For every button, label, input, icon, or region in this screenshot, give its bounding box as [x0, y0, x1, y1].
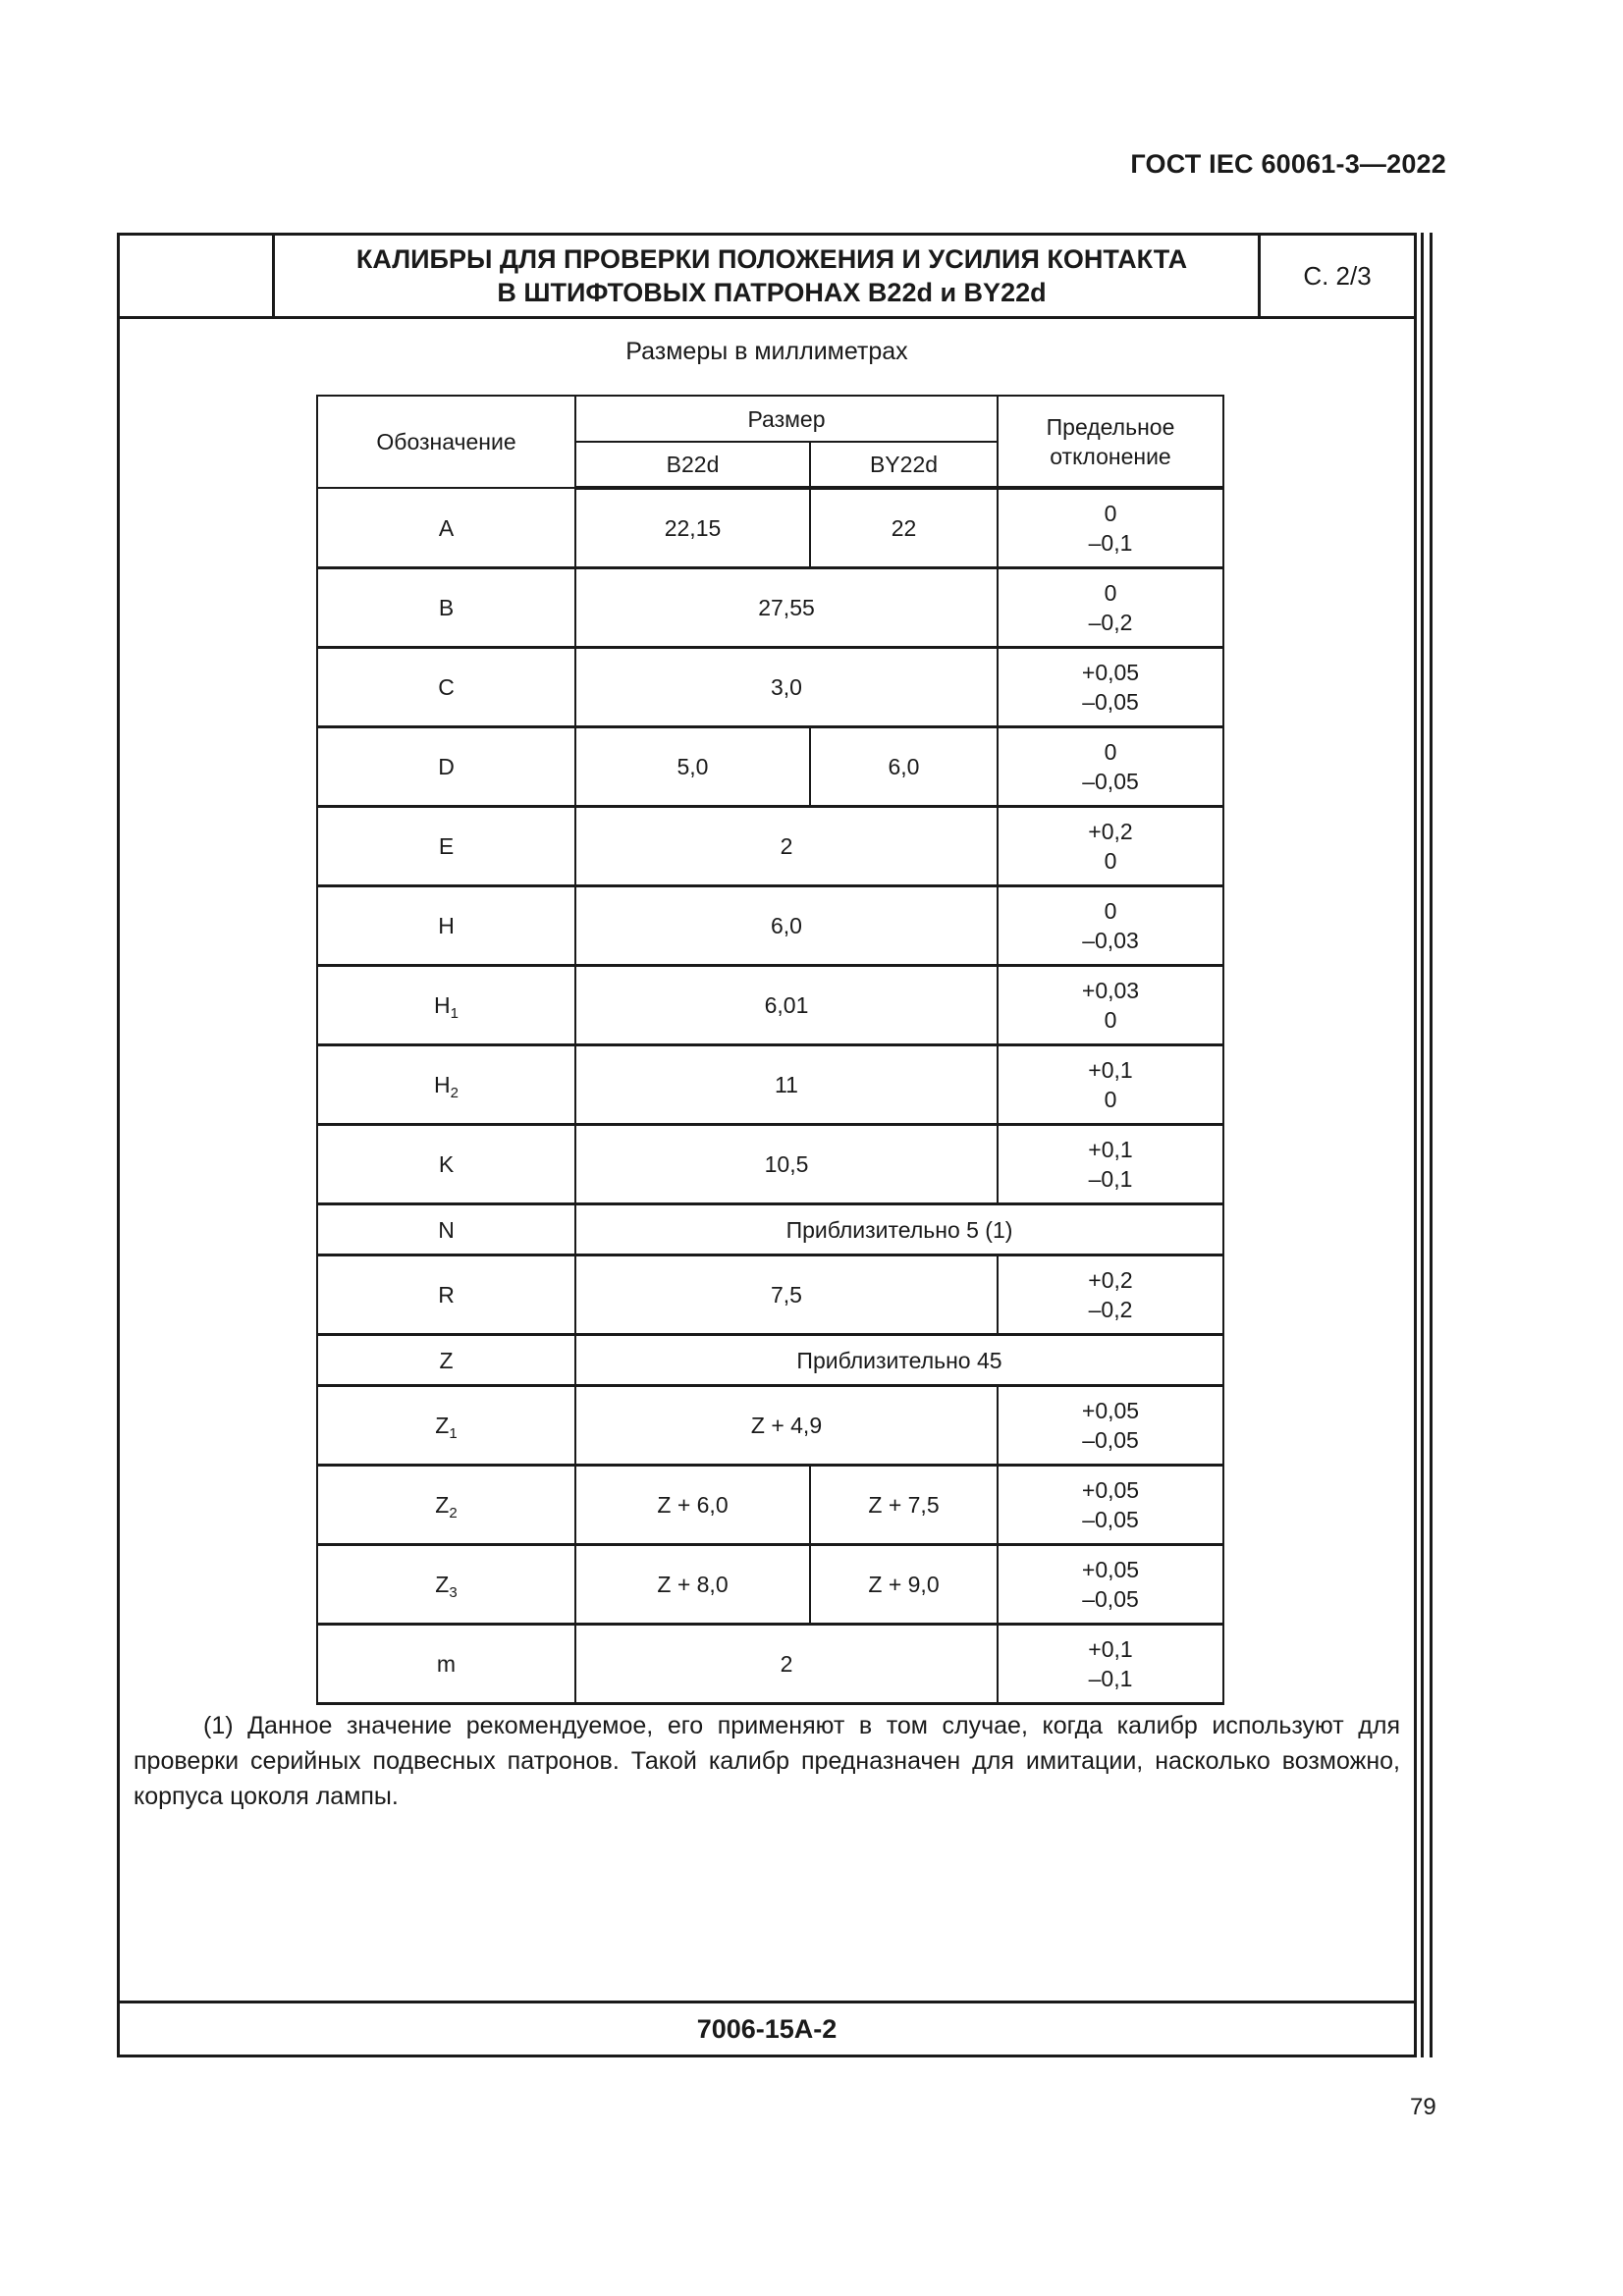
table-row	[317, 568, 1223, 648]
cell-size: 6,0	[575, 886, 998, 966]
cell-size: 10,5	[575, 1125, 998, 1204]
table-row	[317, 648, 1223, 727]
cell-size-b22d: Z + 6,0	[575, 1466, 810, 1545]
cell-size: 3,0	[575, 648, 998, 727]
cell-tolerance	[998, 807, 1223, 886]
tolerance-lower: –0,05	[1082, 689, 1139, 715]
cell-tolerance	[998, 1625, 1223, 1704]
cell-size: 2	[575, 807, 998, 886]
table-row	[317, 807, 1223, 886]
header-designation: Обозначение	[317, 396, 575, 488]
tolerance-upper: +0,03	[1081, 978, 1140, 1003]
cell-tolerance	[998, 1255, 1223, 1335]
sheet-title-line-1: КАЛИБРЫ ДЛЯ ПРОВЕРКИ ПОЛОЖЕНИЯ И УСИЛИЯ КОНТАКТА	[355, 244, 1188, 274]
table-row	[317, 1125, 1223, 1204]
table-row	[317, 1255, 1223, 1335]
cell-designation: E	[317, 807, 575, 886]
tolerance-upper: 0	[1104, 501, 1117, 526]
cell-designation: C	[317, 648, 575, 727]
cell-designation: $Z_2$	[317, 1466, 575, 1545]
tolerance-lower: 0	[1104, 848, 1117, 874]
header-size: Размер	[575, 396, 998, 442]
frame-side-lines	[1421, 233, 1433, 2057]
cell-designation: A	[317, 488, 575, 568]
cell-designation: Z	[317, 1335, 575, 1386]
header-tolerance	[998, 396, 1223, 488]
tolerance-upper: 0	[1104, 898, 1117, 924]
table-row	[317, 1386, 1223, 1466]
tolerance-lower: –0,1	[1088, 1166, 1133, 1192]
standard-header: ГОСТ IEC 60061-3—2022	[1130, 149, 1446, 179]
document-code: 7006-15A-2	[120, 2001, 1414, 2055]
tolerance-upper: +0,05	[1081, 1398, 1140, 1423]
cell-tolerance	[998, 1545, 1223, 1625]
title-block	[120, 236, 1414, 319]
cell-size-by22d: Z + 9,0	[810, 1545, 998, 1625]
tolerance-upper: +0,05	[1081, 1557, 1140, 1582]
cell-tolerance	[998, 1125, 1223, 1204]
tolerance-lower: –0,1	[1088, 530, 1133, 556]
cell-designation: N	[317, 1204, 575, 1255]
dimensions-caption: Размеры в миллиметрах	[625, 338, 908, 365]
cell-tolerance	[998, 966, 1223, 1045]
table-row	[317, 1045, 1223, 1125]
cell-designation: H	[317, 886, 575, 966]
tolerance-lower: –0,03	[1082, 928, 1139, 953]
tolerance-upper: +0,1	[1088, 1057, 1133, 1083]
cell-designation: $H_2$	[317, 1045, 575, 1125]
header-b22d: B22d	[575, 442, 810, 488]
cell-tolerance	[998, 727, 1223, 807]
table-header-row	[317, 396, 1223, 442]
cell-size: Z + 4,9	[575, 1386, 998, 1466]
cell-designation: $Z_1$	[317, 1386, 575, 1466]
tolerance-upper: +0,1	[1088, 1636, 1133, 1662]
table-row	[317, 1625, 1223, 1704]
table-row	[317, 1204, 1223, 1255]
cell-size: 2	[575, 1625, 998, 1704]
table-row	[317, 966, 1223, 1045]
tolerance-lower: 0	[1104, 1007, 1117, 1033]
header-tolerance-text: Предельное отклонение	[1046, 413, 1175, 469]
title-empty-cell	[120, 236, 275, 316]
cell-designation: K	[317, 1125, 575, 1204]
cell-tolerance	[998, 1045, 1223, 1125]
sheet-title	[275, 236, 1269, 316]
cell-tolerance	[998, 886, 1223, 966]
cell-size: 7,5	[575, 1255, 998, 1335]
header-by22d: BY22d	[810, 442, 998, 488]
table-row	[317, 886, 1223, 966]
cell-approximate-value: Приблизительно 5 (1)	[575, 1204, 1223, 1255]
cell-designation: D	[317, 727, 575, 807]
cell-size-b22d: 5,0	[575, 727, 810, 807]
cell-tolerance	[998, 648, 1223, 727]
footnote	[134, 1708, 1400, 1814]
tolerance-lower: 0	[1104, 1087, 1117, 1112]
cell-approximate-value: Приблизительно 45	[575, 1335, 1223, 1386]
cell-size-by22d: 6,0	[810, 727, 998, 807]
dimensions-table	[316, 395, 1224, 1705]
tolerance-upper: +0,2	[1088, 1267, 1133, 1293]
cell-size-b22d: 22,15	[575, 488, 810, 568]
tolerance-upper: +0,2	[1088, 819, 1133, 844]
tolerance-upper: +0,05	[1081, 660, 1140, 685]
sheet-title-line-2: В ШТИФТОВЫХ ПАТРОНАХ B22d и BY22d	[497, 278, 1047, 307]
sheet-number: С. 2/3	[1258, 236, 1414, 316]
tolerance-lower: –0,05	[1082, 1427, 1139, 1453]
table-row	[317, 1545, 1223, 1625]
tolerance-lower: –0,05	[1082, 1507, 1139, 1532]
cell-size-by22d: 22	[810, 488, 998, 568]
cell-size: 6,01	[575, 966, 998, 1045]
cell-tolerance	[998, 488, 1223, 568]
cell-tolerance	[998, 1386, 1223, 1466]
table-row	[317, 1466, 1223, 1545]
sheet-frame	[117, 233, 1417, 2057]
tolerance-lower: –0,05	[1082, 769, 1139, 794]
tolerance-lower: –0,2	[1088, 1297, 1133, 1322]
tolerance-lower: –0,1	[1088, 1666, 1133, 1691]
cell-designation: $Z_3$	[317, 1545, 575, 1625]
cell-designation: $H_1$	[317, 966, 575, 1045]
table-row	[317, 1335, 1223, 1386]
cell-size: 11	[575, 1045, 998, 1125]
table-row	[317, 488, 1223, 568]
cell-designation: m	[317, 1625, 575, 1704]
cell-designation: B	[317, 568, 575, 648]
cell-tolerance	[998, 1466, 1223, 1545]
tolerance-upper: +0,05	[1081, 1477, 1140, 1503]
tolerance-lower: –0,05	[1082, 1586, 1139, 1612]
cell-size-by22d: Z + 7,5	[810, 1466, 998, 1545]
cell-tolerance	[998, 568, 1223, 648]
tolerance-upper: +0,1	[1088, 1137, 1133, 1162]
tolerance-upper: 0	[1104, 739, 1117, 765]
table-row	[317, 727, 1223, 807]
tolerance-lower: –0,2	[1088, 610, 1133, 635]
cell-size-b22d: Z + 8,0	[575, 1545, 810, 1625]
cell-designation: R	[317, 1255, 575, 1335]
footnote-text: (1) Данное значение рекомендуемое, его применяют в том случае, когда калибр используют для проверки серийных подвесных патронов. Такой калибр предназначен для имитации, насколько возможно, корпуса цоколя лампы.	[134, 1712, 1400, 1810]
cell-size: 27,55	[575, 568, 998, 648]
page-number: 79	[1410, 2094, 1436, 2120]
tolerance-upper: 0	[1104, 580, 1117, 606]
